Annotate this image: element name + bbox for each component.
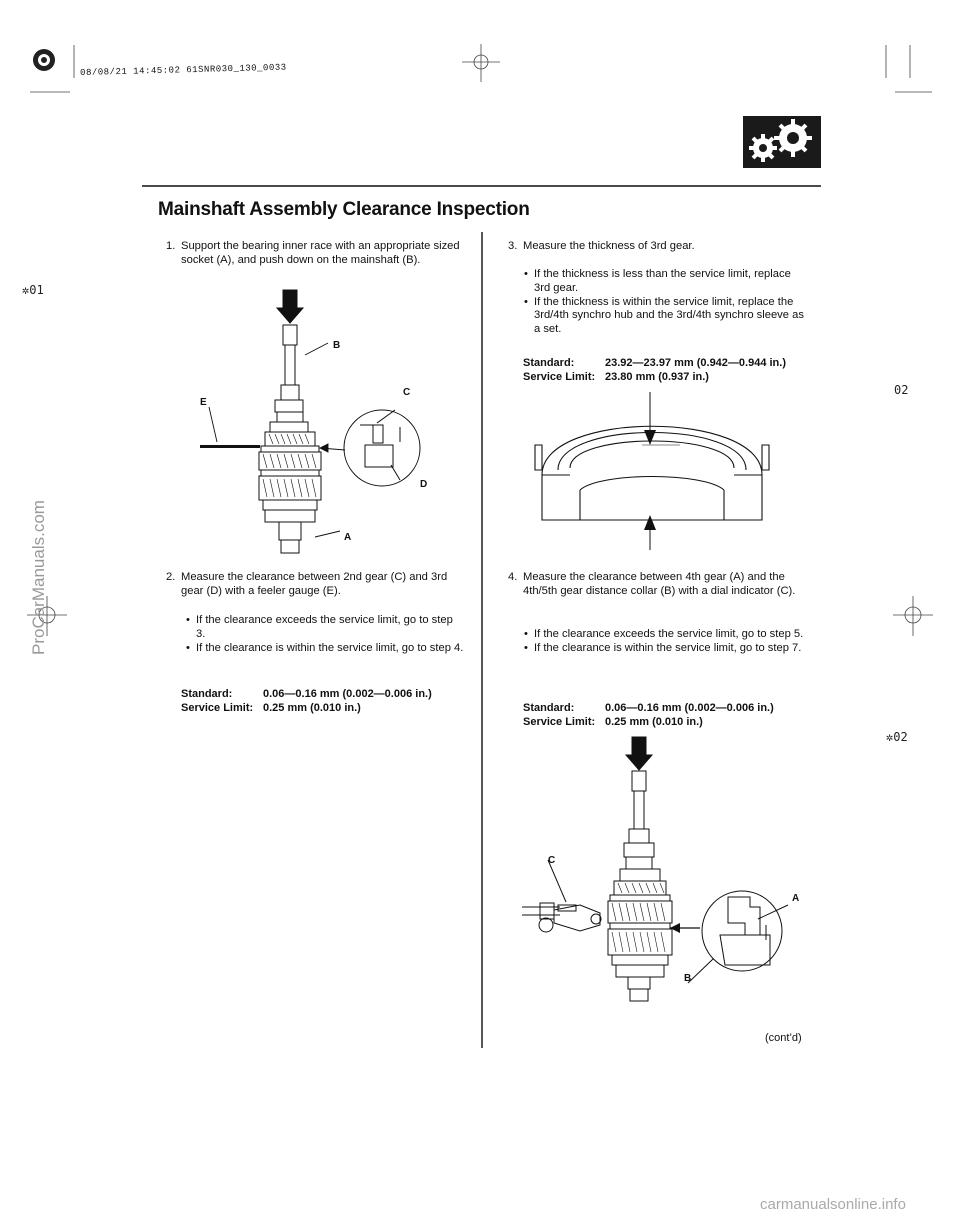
third-gear-figure xyxy=(530,390,780,555)
bullet-item: • If the clearance is within the service limit, go to step 4. xyxy=(186,642,464,656)
step-3-bullets xyxy=(524,268,806,337)
side-code-right-top: 02 xyxy=(894,383,909,397)
step-number: 3. xyxy=(508,240,518,252)
step-4-bullets xyxy=(524,628,806,656)
callout-b: B xyxy=(684,973,692,984)
callout-a: A xyxy=(344,532,352,543)
side-code-left: ✲01 xyxy=(22,283,44,297)
limit-label: Service Limit: xyxy=(523,371,596,383)
bullet-item: • If the thickness is within the service limit, replace the 3rd/4th synchro hub and the 3rd/4th synchro sleeve as a set. xyxy=(524,296,806,337)
bullet-item: • If the thickness is less than the service limit, replace 3rd gear. xyxy=(524,268,806,296)
bullet-item: • If the clearance exceeds the service limit, go to step 5. xyxy=(524,628,806,642)
bullet-item: • If the clearance exceeds the service limit, go to step 3. xyxy=(186,614,464,642)
continued-note: (cont’d) xyxy=(765,1032,802,1044)
callout-a: A xyxy=(792,893,800,904)
side-code-right-bottom: ✲02 xyxy=(886,730,908,744)
limit-label: Service Limit: xyxy=(523,716,596,728)
callout-c: C xyxy=(403,387,411,398)
limit-value: 0.25 mm (0.010 in.) xyxy=(605,716,703,728)
step-4 xyxy=(508,571,808,599)
limit-value: 0.25 mm (0.010 in.) xyxy=(263,702,361,714)
callout-b: B xyxy=(333,340,341,351)
callout-c: C xyxy=(548,855,556,866)
mainshaft-dial-indicator-figure xyxy=(520,735,810,1005)
step-number: 4. xyxy=(508,571,518,583)
limit-label: Service Limit: xyxy=(181,702,254,714)
step-text: Measure the thickness of 3rd gear. xyxy=(523,240,695,252)
step-text: Measure the clearance between 4th gear (A) and the 4th/5th gear distance collar (B) with a dial indicator (C). xyxy=(523,571,796,597)
print-stamp: 08/08/21 14:45:02 61SNR030_130_0033 xyxy=(80,62,287,78)
standard-label: Standard: xyxy=(523,357,575,369)
step-2-spec xyxy=(181,687,432,715)
step-2 xyxy=(166,571,466,599)
step-3 xyxy=(508,240,808,254)
step-text: Support the bearing inner race with an appropriate sized socket (A), and push down on the mainshaft (B). xyxy=(181,240,460,266)
standard-label: Standard: xyxy=(523,702,575,714)
step-number: 1. xyxy=(166,240,176,252)
gears-icon xyxy=(743,116,821,173)
registration-disc-icon xyxy=(33,49,55,71)
callout-e: E xyxy=(200,397,207,408)
step-number: 2. xyxy=(166,571,176,583)
watermark-left: ProCarManuals.com xyxy=(29,500,48,655)
standard-value: 0.06—0.16 mm (0.002—0.006 in.) xyxy=(263,688,432,700)
standard-value: 23.92—23.97 mm (0.942—0.944 in.) xyxy=(605,357,786,369)
step-text: Measure the clearance between 2nd gear (C) and 3rd gear (D) with a feeler gauge (E). xyxy=(181,571,448,597)
callout-d: D xyxy=(420,479,428,490)
standard-value: 0.06—0.16 mm (0.002—0.006 in.) xyxy=(605,702,774,714)
step-4-spec xyxy=(523,701,774,729)
step-3-spec xyxy=(523,356,786,384)
watermark-bottom: carmanualsonline.info xyxy=(760,1196,906,1213)
standard-label: Standard: xyxy=(181,688,233,700)
mainshaft-feeler-figure xyxy=(195,285,435,555)
step-1 xyxy=(166,240,466,268)
limit-value: 23.80 mm (0.937 in.) xyxy=(605,371,709,383)
bullet-item: • If the clearance is within the service limit, go to step 7. xyxy=(524,642,806,656)
step-2-bullets xyxy=(186,614,464,655)
page-title: Mainshaft Assembly Clearance Inspection xyxy=(158,199,530,220)
